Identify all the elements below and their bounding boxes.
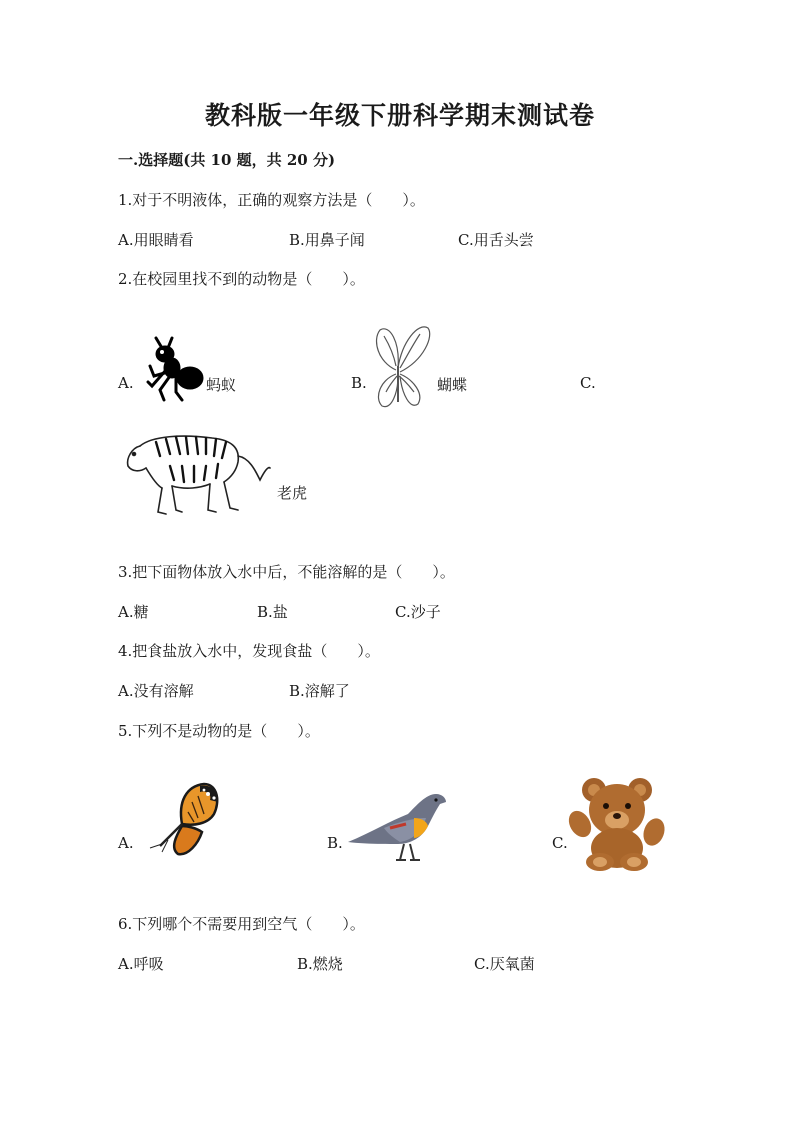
question-6-option-a[interactable]: A.呼吸 xyxy=(118,955,164,973)
question-3-option-a[interactable]: A.糖 xyxy=(118,603,149,621)
question-1-stem: 1.对于不明液体，正确的观察方法是（ ）。 xyxy=(118,191,425,209)
question-1-option-a[interactable]: A.用眼睛看 xyxy=(118,231,194,249)
question-2-stem: 2.在校园里找不到的动物是（ ）。 xyxy=(118,270,365,288)
question-6-option-c[interactable]: C.厌氧菌 xyxy=(474,955,535,973)
question-4-stem: 4.把食盐放入水中，发现食盐（ ）。 xyxy=(118,642,380,660)
question-2-option-c[interactable]: C. xyxy=(580,374,596,392)
question-3-stem: 3.把下面物体放入水中后，不能溶解的是（ ）。 xyxy=(118,563,455,581)
question-2-caption-c: 老虎 xyxy=(277,484,308,502)
question-6-option-b[interactable]: B.燃烧 xyxy=(297,955,343,973)
question-2-caption-b: 蝴蝶 xyxy=(437,376,468,394)
section-header: 一.选择题(共 10 题，共 20 分) xyxy=(118,151,336,169)
question-5-option-b[interactable]: B. xyxy=(327,834,343,852)
butterfly-drawing xyxy=(368,322,434,410)
question-3-option-c[interactable]: C.沙子 xyxy=(395,603,441,621)
teddy-bear-photo xyxy=(566,772,668,872)
question-5-option-a[interactable]: A. xyxy=(118,834,134,852)
bird-photo xyxy=(344,788,448,870)
page-title: 教科版一年级下册科学期末测试卷 xyxy=(204,101,595,130)
question-6-stem: 6.下列哪个不需要用到空气（ ）。 xyxy=(118,915,365,933)
question-1-option-c[interactable]: C.用舌头尝 xyxy=(458,231,534,249)
tiger-drawing xyxy=(122,432,272,520)
butterfly-photo xyxy=(148,782,224,858)
question-4-option-b[interactable]: B.溶解了 xyxy=(289,682,350,700)
question-4-option-a[interactable]: A.没有溶解 xyxy=(118,682,194,700)
question-2-option-a[interactable]: A. xyxy=(118,374,134,392)
question-2-option-b[interactable]: B. xyxy=(351,374,367,392)
question-5-option-c[interactable]: C. xyxy=(552,834,568,852)
question-2-caption-a: 蚂蚁 xyxy=(206,376,237,394)
question-5-stem: 5.下列不是动物的是（ ）。 xyxy=(118,722,320,740)
question-3-option-b[interactable]: B.盐 xyxy=(257,603,288,621)
ant-drawing xyxy=(138,336,204,408)
question-1-option-b[interactable]: B.用鼻子闻 xyxy=(289,231,365,249)
